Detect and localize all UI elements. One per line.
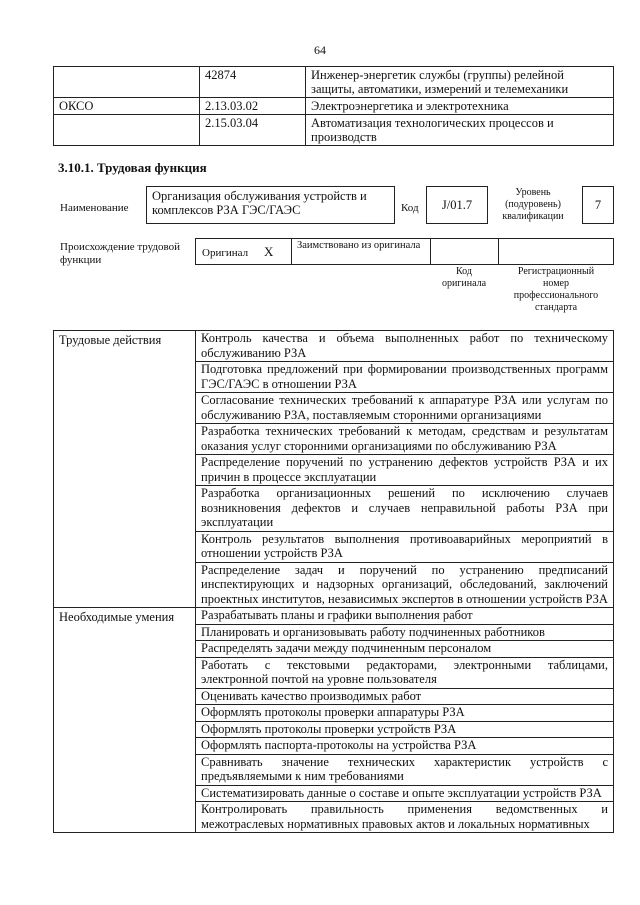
skills-label: Необходимые умения bbox=[54, 608, 196, 833]
education-row bbox=[54, 115, 614, 146]
education-cell: 42874 bbox=[200, 67, 306, 98]
function-item: Разработка технических требований к методам, средствам и результатам оказания услуг сторонними организациями по обслуживанию РЗА bbox=[196, 424, 614, 455]
function-row bbox=[54, 331, 614, 362]
function-item: Систематизировать данные о составе и опыте эксплуатации устройств РЗА bbox=[196, 785, 614, 802]
function-item: Оформлять протоколы проверки устройств РЗА bbox=[196, 721, 614, 738]
education-cell bbox=[54, 115, 200, 146]
function-item: Работать с текстовыми редакторами, электронными таблицами, электронной почтой на уровне пользователя bbox=[196, 657, 614, 688]
function-item: Распределять задачи между подчиненным персоналом bbox=[196, 641, 614, 658]
naim-value: Организация обслуживания устройств и комплексов РЗА ГЭС/ГАЭС bbox=[152, 189, 367, 217]
function-item: Распределение поручений по устранению дефектов устройств РЗА и их причин в процессе эксплуатации bbox=[196, 455, 614, 486]
education-row bbox=[54, 98, 614, 115]
function-item: Разрабатывать планы и графики выполнения работ bbox=[196, 608, 614, 625]
function-item: Подготовка предложений при формировании производственных программ ГЭС/ГАЭС в отношении РЗА bbox=[196, 362, 614, 393]
naim-label: Наименование bbox=[60, 202, 129, 214]
function-row bbox=[54, 608, 614, 625]
naim-value-box bbox=[146, 186, 395, 224]
education-cell bbox=[54, 67, 200, 98]
page-number: 64 bbox=[314, 43, 326, 57]
education-cell: 2.15.03.04 bbox=[200, 115, 306, 146]
function-item: Контроль качества и объема выполненных работ по техническому обслуживанию РЗА bbox=[196, 331, 614, 362]
original-mark: X bbox=[264, 244, 274, 259]
kod-orig-label: Код оригинала bbox=[441, 266, 487, 289]
function-item: Контролировать правильность применения ведомственных и межотраслевых нормативных правовых актов и локальных нормативных bbox=[196, 802, 614, 833]
level-label: Уровень (подуровень) квалификации bbox=[502, 187, 564, 222]
function-item: Оформлять протоколы проверки аппаратуры РЗА bbox=[196, 705, 614, 722]
education-cell: 2.13.03.02 bbox=[200, 98, 306, 115]
kod-label: Код bbox=[401, 202, 419, 214]
education-row bbox=[54, 67, 614, 98]
kod-value: J/01.7 bbox=[441, 198, 473, 212]
function-item: Оформлять паспорта-протоколы на устройства РЗА bbox=[196, 738, 614, 755]
function-item: Распределение задач и поручений по устранению предписаний инспектирующих и надзорных организаций, обследований, заключений проектных институтов, независимых экспертов в отношении устройств РЗА bbox=[196, 562, 614, 608]
function-item: Разработка организационных решений по исключению случаев возникновения дефектов и случаев неправильной работы РЗА при эксплуатации bbox=[196, 486, 614, 532]
function-item: Согласование технических требований к аппаратуре РЗА или услугам по обслуживанию РЗА, поставляемым сторонними организациями bbox=[196, 393, 614, 424]
actions-label: Трудовые действия bbox=[54, 331, 196, 608]
function-item: Оценивать качество производимых работ bbox=[196, 688, 614, 705]
function-item: Сравнивать значение технических характеристик устройств с предъявляемыми к ним требованиями bbox=[196, 754, 614, 785]
section-title: 3.10.1. Трудовая функция bbox=[58, 160, 207, 175]
borrowed-label: Заимствовано из оригинала bbox=[297, 240, 421, 251]
function-item: Планировать и организовывать работу подчиненных работников bbox=[196, 624, 614, 641]
education-cell: Инженер-энергетик службы (группы) релейной защиты, автоматики, измерений и телемеханики bbox=[306, 67, 614, 98]
education-cell: ОКСО bbox=[54, 98, 200, 115]
education-cell: Автоматизация технологических процессов и производств bbox=[306, 115, 614, 146]
level-value-box bbox=[582, 186, 614, 224]
education-cell: Электроэнергетика и электротехника bbox=[306, 98, 614, 115]
level-value: 7 bbox=[594, 198, 602, 212]
kod-value-box bbox=[426, 186, 488, 224]
function-item: Контроль результатов выполнения противоаварийных мероприятий в отношении устройств РЗА bbox=[196, 531, 614, 562]
reg-num-label: Регистрационный номер профессионального стандарта bbox=[513, 266, 599, 313]
function-table bbox=[53, 330, 614, 833]
original-label: Оригинал bbox=[202, 247, 249, 259]
education-table bbox=[53, 66, 614, 146]
origin-label: Происхождение трудовой функции bbox=[60, 241, 181, 266]
